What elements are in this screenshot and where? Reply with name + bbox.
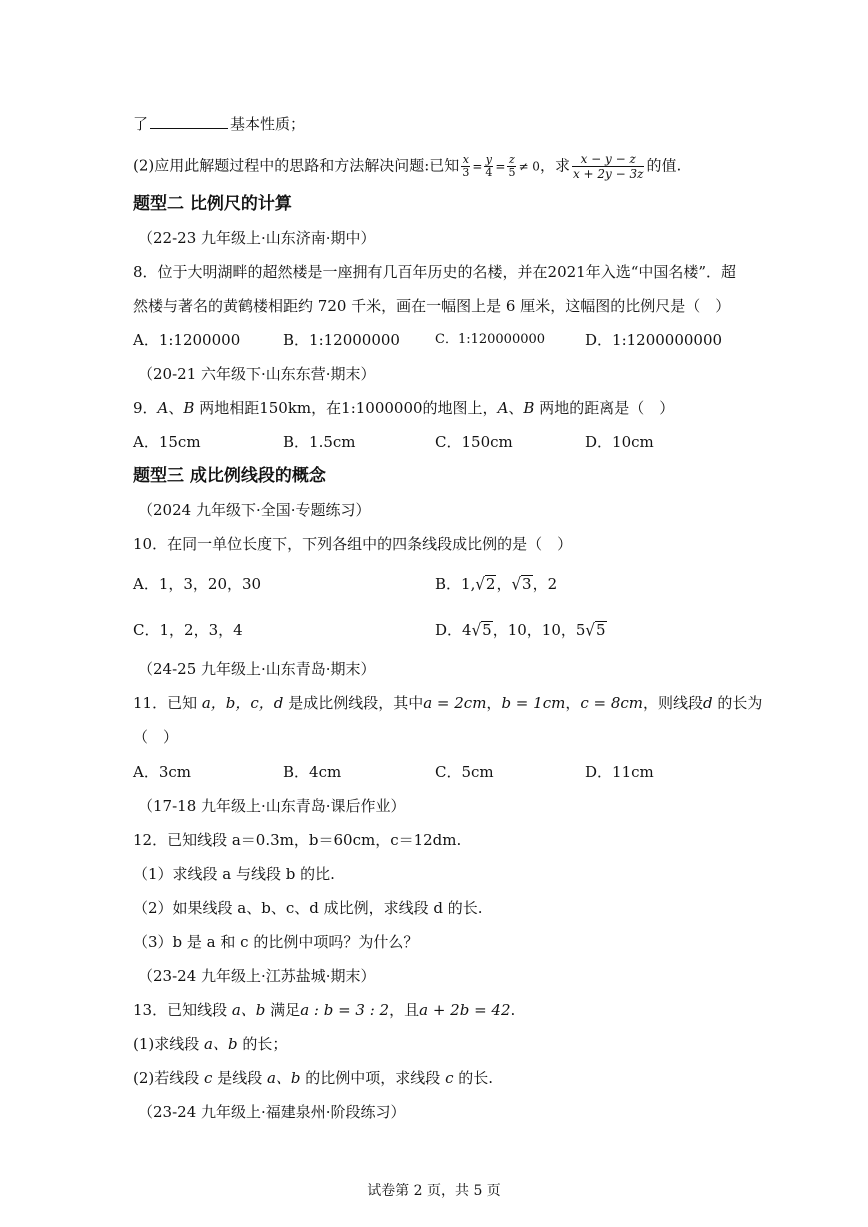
page-footer: 试卷第 2 页，共 5 页 bbox=[367, 1183, 501, 1199]
intro-text: (2)应用此解题过程中的思路和方法解决问题:已知 bbox=[133, 156, 460, 175]
answer-blank bbox=[150, 114, 228, 129]
q11-option-c: C．5cm bbox=[435, 763, 494, 781]
fraction-z-5: $\frac{z}{5}$ bbox=[508, 153, 516, 179]
q13-part-2: (2)若线段 c 是线段 a、b 的比例中项，求线段 c 的长. bbox=[133, 1069, 494, 1087]
q8-stem-line-2: 然楼与著名的黄鹤楼相距约 720 千米，画在一幅图上是 6 厘米，这幅图的比例尺是（ ） bbox=[133, 297, 731, 315]
q8-option-d: D．1:1200000000 bbox=[585, 331, 723, 349]
q12-source: （17-18 九年级上·山东青岛·课后作业） bbox=[138, 797, 406, 815]
q8-option-a: A．1:1200000 bbox=[133, 331, 241, 349]
q10-option-c: C．1，2，3，4 bbox=[133, 621, 243, 639]
q10-stem: 10．在同一单位长度下，下列各组中的四条线段成比例的是（ ） bbox=[133, 535, 573, 553]
q9-option-b: B．1.5cm bbox=[283, 433, 356, 451]
q14-source: （23-24 九年级上·福建泉州·阶段练习） bbox=[138, 1103, 406, 1121]
q11-stem-line-2: （ ） bbox=[133, 728, 179, 746]
q9-option-c: C．150cm bbox=[435, 433, 513, 451]
q12-part-2: （2）如果线段 a、b、c、d 成比例，求线段 d 的长. bbox=[133, 899, 483, 917]
fraction-expression: $\frac{x - y - z}{x + 2y - 3z}$ bbox=[572, 152, 644, 181]
q12-stem: 12．已知线段 a＝0.3m，b＝60cm，c＝12dm. bbox=[133, 831, 462, 849]
sqrt-sign: √ bbox=[511, 574, 522, 594]
q12-part-3: （3）b 是 a 和 c 的比例中项吗？为什么？ bbox=[133, 933, 419, 951]
sqrt-sign: √ bbox=[471, 620, 482, 640]
intro-line-2: (2)应用此解题过程中的思路和方法解决问题:已知 $\frac{x}{3}$ = $\frac{y}{4}$ = $\frac{z}{5}$ ≠ 0，求 $\frac{x - y - z}{x + 2y - 3z}$ 的值. bbox=[133, 152, 682, 181]
q11-option-d: D．11cm bbox=[585, 763, 654, 781]
intro-text: 了 bbox=[133, 115, 149, 133]
sqrt-sign: √ bbox=[475, 574, 485, 594]
q9-option-d: D．10cm bbox=[585, 433, 654, 451]
q13-stem: 13．已知线段 a、b 满足a : b = 3 : 2，且a + 2b = 42. bbox=[133, 1001, 516, 1019]
q9-option-a: A．15cm bbox=[133, 433, 201, 451]
q8-option-c: C．1:120000000 bbox=[435, 332, 546, 347]
q10-source: （2024 九年级下·全国·专题练习） bbox=[138, 501, 371, 519]
q10-option-b: B．1,√2，√3，2 bbox=[435, 573, 557, 595]
sqrt-sign: √ bbox=[585, 620, 595, 640]
fraction-x-3: $\frac{x}{3}$ bbox=[462, 153, 470, 179]
not-equal-zero: ≠ 0 bbox=[518, 159, 540, 174]
q12-part-1: （1）求线段 a 与线段 b 的比. bbox=[133, 865, 335, 883]
section-title-2: 题型二 比例尺的计算 bbox=[133, 194, 292, 214]
q8-source: （22-23 九年级上·山东济南·期中） bbox=[138, 229, 376, 247]
q9-stem: 9．A、B 两地相距150km，在1:1000000的地图上，A、B 两地的距离是（ ） bbox=[133, 399, 675, 417]
q13-source: （23-24 九年级上·江苏盐城·期末） bbox=[138, 967, 376, 985]
q8-stem-line-1: 8．位于大明湖畔的超然楼是一座拥有几百年历史的名楼，并在2021年入选“中国名楼”．超 bbox=[133, 263, 737, 281]
intro-line-1 bbox=[133, 113, 305, 135]
q11-source: （24-25 九年级上·山东青岛·期末） bbox=[138, 660, 376, 678]
q11-stem: 11．已知 a，b，c，d 是成比例线段，其中a = 2cm，b = 1cm，c = 8cm，则线段d 的长为 bbox=[133, 694, 763, 712]
section-title-3: 题型三 成比例线段的概念 bbox=[133, 466, 326, 486]
q10-option-a: A．1，3，20，30 bbox=[133, 575, 262, 593]
intro-text: 基本性质； bbox=[230, 115, 306, 133]
q8-option-b: B．1:12000000 bbox=[283, 331, 400, 349]
fraction-y-4: $\frac{y}{4}$ bbox=[485, 153, 493, 179]
q11-option-a: A．3cm bbox=[133, 763, 192, 781]
q9-source: （20-21 六年级下·山东东营·期末） bbox=[138, 365, 376, 383]
q11-option-b: B．4cm bbox=[283, 763, 342, 781]
q13-part-1: (1)求线段 a、b 的长； bbox=[133, 1035, 288, 1053]
q10-option-d: D．4√5，10，10，5√5 bbox=[435, 619, 607, 641]
